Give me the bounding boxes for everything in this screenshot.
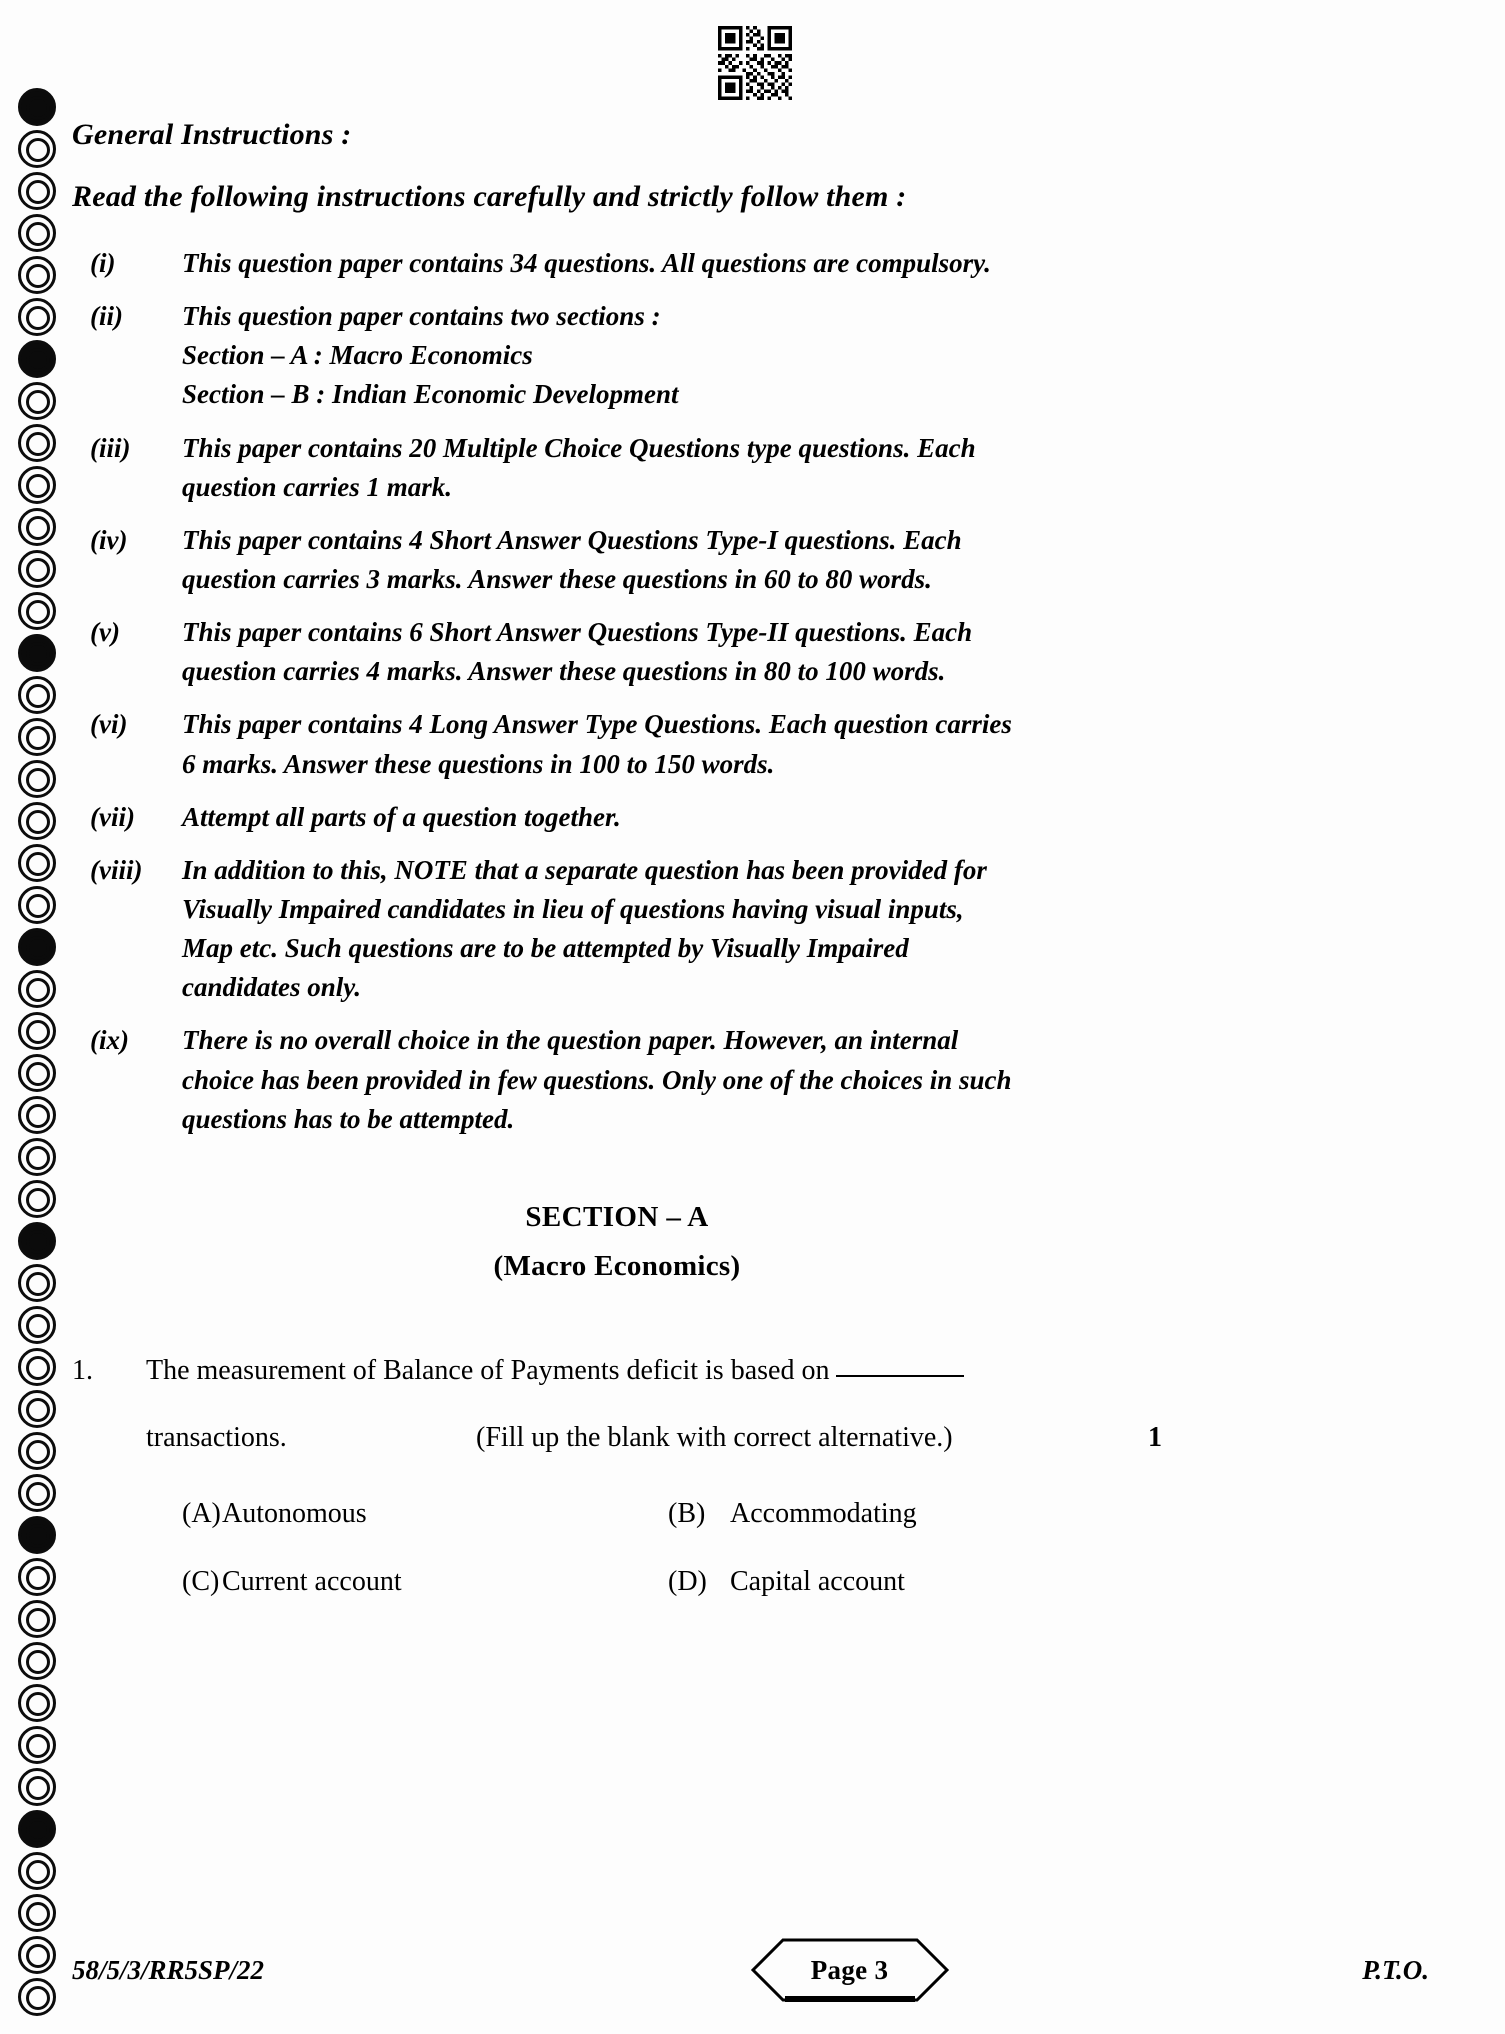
- binding-ring: [18, 1726, 56, 1764]
- binding-ring: [18, 1096, 56, 1134]
- instruction-number: (iii): [90, 432, 131, 463]
- instruction-number: (vii): [90, 801, 135, 832]
- instruction-item: [72, 297, 1162, 414]
- instruction-number: (iv): [90, 524, 128, 555]
- binding-ring: [18, 1390, 56, 1428]
- binding-ring: [18, 550, 56, 588]
- binding-ring: [18, 1978, 56, 2016]
- option-label: (C): [182, 1565, 220, 1597]
- binding-ring: [18, 1348, 56, 1386]
- option-text: Capital account: [730, 1565, 905, 1597]
- general-instructions-subtitle: Read the following instructions carefully and strictly follow them :: [72, 180, 907, 213]
- binding-ring: [18, 1180, 56, 1218]
- qr-code-icon: [718, 26, 792, 100]
- instruction-text: [182, 613, 1162, 691]
- binding-ring: [18, 886, 56, 924]
- section-heading: SECTION – A: [525, 1200, 709, 1233]
- option-row: [146, 1494, 1162, 1533]
- instruction-item: [72, 851, 1162, 1008]
- instruction-item: [72, 705, 1162, 783]
- option-d[interactable]: [654, 1562, 1162, 1601]
- instruction-line: This paper contains 6 Short Answer Questions Type-II questions. Each: [182, 617, 973, 648]
- question-text-line-1: [146, 1349, 1162, 1394]
- instruction-line: This question paper contains 34 questions. All questions are compulsory.: [182, 248, 991, 278]
- paper-code: 58/5/3/RR5SP/22: [72, 1954, 265, 1985]
- instruction-line: Map etc. Such questions are to be attempted by Visually Impaired: [182, 933, 909, 964]
- binding-ring: [18, 844, 56, 882]
- option-a[interactable]: [146, 1494, 654, 1533]
- page-number-badge-wrap: [502, 1938, 1287, 2002]
- binding-ring: [18, 1642, 56, 1680]
- question-body: [146, 1349, 1162, 1629]
- binding-ring: [18, 1684, 56, 1722]
- binding-ring: [18, 928, 56, 966]
- instruction-number: (i): [90, 248, 116, 278]
- instruction-text: [182, 798, 1162, 837]
- instruction-line: question carries 4 marks. Answer these questions in 80 to 100 words.: [182, 656, 946, 687]
- pto-label: P.T.O.: [1362, 1954, 1429, 1985]
- binding-ring: [18, 214, 56, 252]
- instruction-number: (v): [90, 617, 120, 648]
- instruction-line: 6 marks. Answer these questions in 100 to 150 words.: [182, 748, 775, 779]
- question-number: 1.: [72, 1354, 93, 1386]
- option-c[interactable]: [146, 1562, 654, 1601]
- page-number-label: Page 3: [810, 1954, 889, 1985]
- instruction-text: [182, 244, 1162, 283]
- instructions-list: [72, 244, 1162, 1139]
- instruction-number: (ix): [90, 1025, 129, 1056]
- binding-ring: [18, 1768, 56, 1806]
- binding-ring: [18, 718, 56, 756]
- question-1: [72, 1349, 1162, 1629]
- option-row: [146, 1562, 1162, 1601]
- option-label: (B): [668, 1498, 706, 1530]
- binding-ring: [18, 172, 56, 210]
- binding-ring: [18, 424, 56, 462]
- instruction-text: [182, 851, 1162, 1008]
- option-label: (D): [668, 1565, 707, 1597]
- binding-ring: [18, 1852, 56, 1890]
- instruction-line: question carries 1 mark.: [182, 471, 453, 502]
- binding-ring: [18, 676, 56, 714]
- binding-ring: [18, 1936, 56, 1974]
- page-footer: [72, 1938, 1457, 2002]
- instruction-line: This paper contains 4 Long Answer Type Questions. Each question carries: [182, 709, 1012, 740]
- instruction-item: [72, 798, 1162, 837]
- question-instruction-note: (Fill up the blank with correct alternative.): [476, 1421, 953, 1453]
- binding-ring: [18, 760, 56, 798]
- instruction-line: This question paper contains two sections :: [182, 301, 661, 332]
- binding-ring: [18, 340, 56, 378]
- instruction-item: [72, 613, 1162, 691]
- instruction-item: [72, 1021, 1162, 1138]
- binding-ring: [18, 970, 56, 1008]
- binding-ring: [18, 1138, 56, 1176]
- binding-ring: [18, 256, 56, 294]
- binding-ring: [18, 1516, 56, 1554]
- binding-ring: [18, 1558, 56, 1596]
- binding-ring: [18, 298, 56, 336]
- instruction-number: (ii): [90, 301, 123, 332]
- instruction-line: In addition to this, NOTE that a separate question has been provided for: [182, 854, 987, 885]
- binding-ring: [18, 1054, 56, 1092]
- instruction-line: choice has been provided in few questions. Only one of the choices in such: [182, 1064, 1012, 1095]
- option-text: Autonomous: [222, 1498, 367, 1530]
- instruction-line: This paper contains 4 Short Answer Questions Type-I questions. Each: [182, 524, 962, 555]
- binding-ring: [18, 382, 56, 420]
- binding-ring: [18, 88, 56, 126]
- binding-ring: [18, 130, 56, 168]
- option-b[interactable]: [654, 1494, 1162, 1533]
- binding-ring: [18, 1222, 56, 1260]
- binding-ring: [18, 1306, 56, 1344]
- instruction-line: Visually Impaired candidates in lieu of questions having visual inputs,: [182, 893, 964, 924]
- instruction-text: [182, 429, 1162, 507]
- question-text-line-2: [146, 1416, 1162, 1461]
- instruction-section-line: Section – A : Macro Economics: [182, 340, 533, 371]
- question-text-before-blank: The measurement of Balance of Payments deficit is based on: [146, 1354, 830, 1386]
- binding-ring: [18, 634, 56, 672]
- binding-ring: [18, 592, 56, 630]
- binding-ring: [18, 466, 56, 504]
- instruction-line: questions has to be attempted.: [182, 1103, 515, 1134]
- instruction-number: (vi): [90, 709, 128, 740]
- binding-ring: [18, 1600, 56, 1638]
- binding-ring: [18, 802, 56, 840]
- page-content: [72, 118, 1162, 1629]
- instruction-number: (viii): [90, 854, 143, 885]
- answer-blank: [836, 1375, 964, 1377]
- instruction-text: [182, 1021, 1162, 1138]
- binding-ring: [18, 1012, 56, 1050]
- binding-ring: [18, 1264, 56, 1302]
- option-label: (A): [182, 1498, 221, 1530]
- page-number-badge: [751, 1938, 949, 2002]
- instruction-section-line: Section – B : Indian Economic Development: [182, 379, 679, 410]
- instruction-text: [182, 297, 1162, 414]
- option-text: Accommodating: [730, 1498, 917, 1530]
- general-instructions-title: General Instructions :: [72, 118, 352, 151]
- instruction-line: candidates only.: [182, 972, 361, 1003]
- instruction-line: This paper contains 20 Multiple Choice Questions type questions. Each: [182, 432, 976, 463]
- binding-ring: [18, 1432, 56, 1470]
- question-marks: 1: [1148, 1421, 1162, 1453]
- instruction-line: Attempt all parts of a question together.: [182, 801, 621, 832]
- instruction-item: [72, 521, 1162, 599]
- option-text: Current account: [222, 1565, 402, 1597]
- instruction-line: question carries 3 marks. Answer these questions in 60 to 80 words.: [182, 563, 932, 594]
- instruction-text: [182, 521, 1162, 599]
- instruction-item: [72, 244, 1162, 283]
- binding-ring: [18, 1810, 56, 1848]
- instruction-text: [182, 705, 1162, 783]
- question-text-after-blank: transactions.: [146, 1421, 287, 1453]
- section-subheading: (Macro Economics): [493, 1249, 741, 1282]
- binding-ring: [18, 508, 56, 546]
- instruction-line: There is no overall choice in the question paper. However, an internal: [182, 1025, 959, 1056]
- binding-ring: [18, 1474, 56, 1512]
- answer-options: [146, 1494, 1162, 1600]
- instruction-item: [72, 429, 1162, 507]
- binding-ring: [18, 1894, 56, 1932]
- spiral-binding: [14, 88, 60, 2008]
